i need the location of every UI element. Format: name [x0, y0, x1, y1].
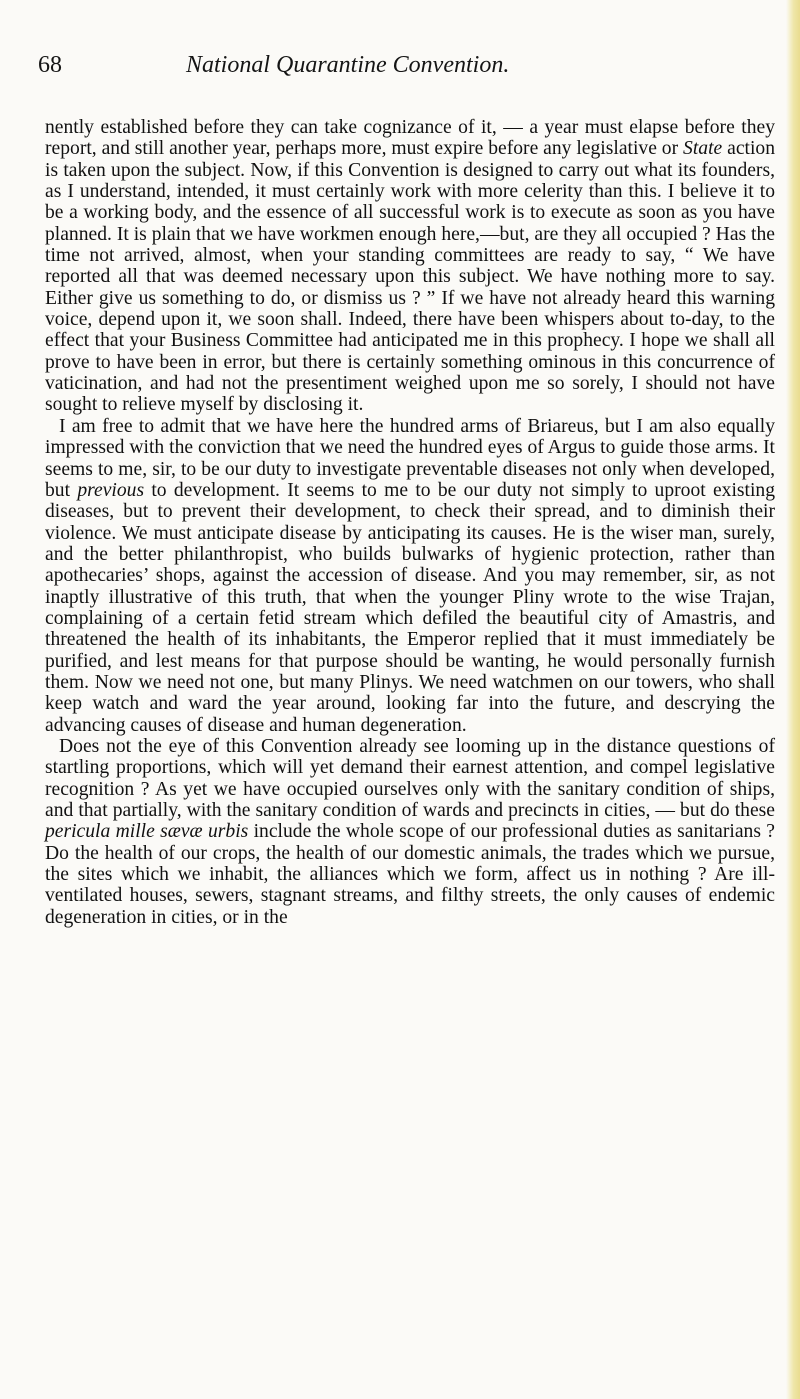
page-number: 68 [38, 52, 62, 78]
paragraph-text: Does not the eye of this Convention already see looming up in the distance questions of startling proportions, which will yet demand their earnest attention, and compel legislative recognition ? As yet we have occupied ourselves only with the sanitary condition of ships, and that partially, with the sanitary condition of wards and precincts in cities, — but do these [45, 735, 775, 821]
paragraph-text: nently established before they can take cognizance of it, — a year must elapse before they report, and still another year, perhaps more, must expire before any legislative or [45, 117, 775, 160]
paragraph-2 [45, 416, 775, 736]
paragraph-1 [45, 117, 775, 416]
paragraph-text: I am free to admit that we have here the hundred arms of Briareus, but I am also equally impressed with the conviction that we need the hundred eyes of Argus to guide those arms. It seems to me, sir, to be our duty to investigate preventable diseases not only when developed, but [45, 415, 775, 501]
paragraph-text: action is taken upon the subject. Now, if this Convention is designed to carry out what its founders, as I understand, intended, it must certainly work with more celerity than this. I believe it to be a working body, and the essence of all successful work is to execute as soon as you have planned. It is plain that we have workmen enough here,—but, are they all occupied ? Has the time not arrived, almost, when your standing committees are ready to say, “ We have reported all that was deemed necessary upon this subject. We have nothing more to say. Either give us something to do, or dismiss us ? ” If we have not already heard this warning voice, depend upon it, we soon shall. Indeed, there have been whispers about to-day, to the effect that your Business Committee had anticipated me in this prophecy. I hope we shall all prove to have been in error, but there is certainly something ominous in this concurrence of vaticination, and had not the presentiment weighed upon me so sorely, I should not have sought to relieve myself by disclosing it. [45, 138, 775, 416]
paragraph-3 [45, 736, 775, 928]
italic-text: pericula mille sævæ urbis [45, 821, 249, 843]
italic-text: State [683, 138, 723, 160]
paragraph-text: include the whole scope of our professional duties as sanitarians ? Do the health of our crops, the health of our domestic animals, the trades which we pursue, the sites which we inhabit, the alliances which we form, affect us in nothing ? Are ill-ventilated houses, sewers, stagnant streams, and filthy streets, the only causes of endemic degeneration in cities, or in the [45, 821, 775, 928]
italic-text: previous [77, 479, 145, 501]
page-header [38, 48, 768, 84]
page-edge-shading [786, 0, 800, 1399]
body-text [45, 117, 775, 928]
running-title: National Quarantine Convention. [186, 52, 510, 78]
paragraph-text: to development. It seems to me to be our duty not simply to uproot existing diseases, but to prevent their development, to check their spread, and to diminish their violence. We must anticipate disease by anticipating its causes. He is the wiser man, surely, and the better philanthropist, who builds bulwarks of hygienic protection, rather than apothecaries’ shops, against the accession of disease. And you may remember, sir, as not inaptly illustrative of this truth, that when the younger Pliny wrote to the wise Trajan, complaining of a certain fetid stream which defiled the beautiful city of Amastris, and threatened the health of its inhabitants, the Emperor replied that it must immediately be purified, and lest means for that purpose should be wanting, he would personally furnish them. Now we need not one, but many Plinys. We need watchmen on our towers, who shall keep watch and ward the year around, looking far into the future, and descrying the advancing causes of disease and human degeneration. [45, 479, 775, 736]
